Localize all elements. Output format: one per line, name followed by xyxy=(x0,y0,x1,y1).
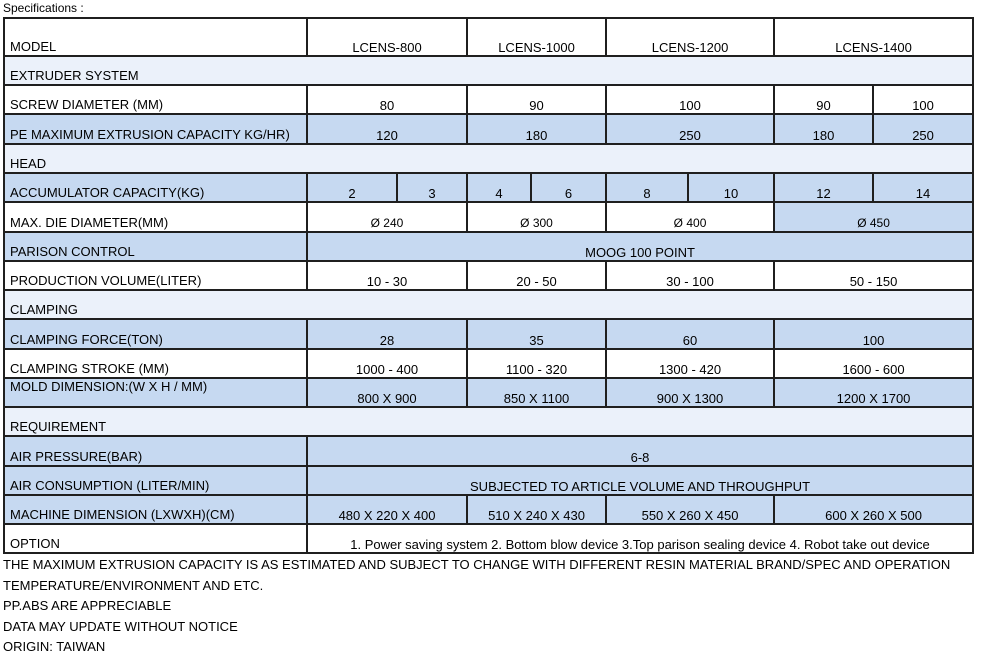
table-row xyxy=(4,466,973,495)
table-cell: 800 X 900 xyxy=(307,378,467,407)
row-label: MACHINE DIMENSION (LXWXH)(CM) xyxy=(4,495,307,524)
table-cell: 10 - 30 xyxy=(307,261,467,290)
row-label: SCREW DIAMETER (MM) xyxy=(4,85,307,114)
row-label: MAX. DIE DIAMETER(MM) xyxy=(4,202,307,232)
table-cell: 10 xyxy=(688,173,774,202)
table-cell: 100 xyxy=(774,319,973,349)
table-cell: 850 X 1100 xyxy=(467,378,606,407)
table-cell: MOOG 100 POINT xyxy=(307,232,973,261)
row-label: MOLD DIMENSION:(W X H / MM) xyxy=(4,378,307,407)
row-label: MODEL xyxy=(4,18,307,56)
table-cell: 180 xyxy=(467,114,606,144)
table-cell: 12 xyxy=(774,173,873,202)
footnote: TEMPERATURE/ENVIRONMENT AND ETC. xyxy=(3,577,264,593)
section-row xyxy=(4,290,973,319)
table-cell: 180 xyxy=(774,114,873,144)
table-row xyxy=(4,202,973,232)
model-name: LCENS-1400 xyxy=(774,18,973,56)
table-cell: 1000 - 400 xyxy=(307,349,467,378)
table-cell: 510 X 240 X 430 xyxy=(467,495,606,524)
section-heading: EXTRUDER SYSTEM xyxy=(4,56,973,85)
table-cell: 1200 X 1700 xyxy=(774,378,973,407)
table-row xyxy=(4,114,973,144)
table-cell: 50 - 150 xyxy=(774,261,973,290)
table-cell: 14 xyxy=(873,173,973,202)
model-name: LCENS-800 xyxy=(307,18,467,56)
table-cell: 250 xyxy=(606,114,774,144)
table-row xyxy=(4,524,973,553)
table-cell: 20 - 50 xyxy=(467,261,606,290)
row-label: OPTION xyxy=(4,524,307,553)
row-label: AIR CONSUMPTION (LITER/MIN) xyxy=(4,466,307,495)
table-cell: 120 xyxy=(307,114,467,144)
table-cell: 35 xyxy=(467,319,606,349)
section-row xyxy=(4,56,973,85)
table-cell: 80 xyxy=(307,85,467,114)
table-row xyxy=(4,349,973,378)
table-cell: 480 X 220 X 400 xyxy=(307,495,467,524)
table-cell: 100 xyxy=(873,85,973,114)
table-row xyxy=(4,495,973,524)
table-row xyxy=(4,319,973,349)
row-label: PRODUCTION VOLUME(LITER) xyxy=(4,261,307,290)
table-cell: 8 xyxy=(606,173,688,202)
table-row xyxy=(4,232,973,261)
table-cell: 900 X 1300 xyxy=(606,378,774,407)
table-cell: SUBJECTED TO ARTICLE VOLUME AND THROUGHPUT xyxy=(307,466,973,495)
footnotes xyxy=(3,555,950,658)
row-label: PE MAXIMUM EXTRUSION CAPACITY KG/HR) xyxy=(4,114,307,144)
footnote: ORIGIN: TAIWAN xyxy=(3,639,106,654)
table-cell: Ø 450 xyxy=(774,202,973,232)
table-row xyxy=(4,261,973,290)
table-cell: 1300 - 420 xyxy=(606,349,774,378)
row-label: CLAMPING STROKE (MM) xyxy=(4,349,307,378)
table-row xyxy=(4,173,973,202)
row-label: CLAMPING FORCE(TON) xyxy=(4,319,307,349)
table-cell: 90 xyxy=(774,85,873,114)
table-cell: Ø 300 xyxy=(467,202,606,232)
table-cell: 250 xyxy=(873,114,973,144)
table-row xyxy=(4,85,973,114)
table-cell: 28 xyxy=(307,319,467,349)
table-cell: 6 xyxy=(531,173,606,202)
table-cell: 60 xyxy=(606,319,774,349)
table-cell: 1600 - 600 xyxy=(774,349,973,378)
table-cell: 550 X 260 X 450 xyxy=(606,495,774,524)
table-cell: 4 xyxy=(467,173,531,202)
table-row xyxy=(4,436,973,466)
specifications-table xyxy=(3,17,974,554)
row-label: ACCUMULATOR CAPACITY(KG) xyxy=(4,173,307,202)
model-row xyxy=(4,18,973,56)
page-title: Specifications : xyxy=(3,1,84,15)
footnote: DATA MAY UPDATE WITHOUT NOTICE xyxy=(3,618,238,634)
row-label: PARISON CONTROL xyxy=(4,232,307,261)
section-row xyxy=(4,144,973,173)
table-cell: 2 xyxy=(307,173,397,202)
section-row xyxy=(4,407,973,436)
table-cell: 30 - 100 xyxy=(606,261,774,290)
footnote: THE MAXIMUM EXTRUSION CAPACITY IS AS ESTIMATED AND SUBJECT TO CHANGE WITH DIFFERENT RESIN MATERIAL BRAND/SPEC AND OPERATION xyxy=(3,557,951,572)
table-cell: 90 xyxy=(467,85,606,114)
section-heading: CLAMPING xyxy=(4,290,973,319)
model-name: LCENS-1200 xyxy=(606,18,774,56)
table-cell: 600 X 260 X 500 xyxy=(774,495,973,524)
model-name: LCENS-1000 xyxy=(467,18,606,56)
row-label: AIR PRESSURE(BAR) xyxy=(4,436,307,466)
footnote: PP.ABS ARE APPRECIABLE xyxy=(3,598,172,613)
section-heading: HEAD xyxy=(4,144,973,173)
table-cell: 3 xyxy=(397,173,467,202)
table-cell: Ø 400 xyxy=(606,202,774,232)
table-cell: 6-8 xyxy=(307,436,973,466)
section-heading: REQUIREMENT xyxy=(4,407,973,436)
table-cell: 1. Power saving system 2. Bottom blow device 3.Top parison sealing device 4. Robot take out device xyxy=(307,524,973,553)
table-cell: 100 xyxy=(606,85,774,114)
table-cell: 1100 - 320 xyxy=(467,349,606,378)
table-cell: Ø 240 xyxy=(307,202,467,232)
table-row xyxy=(4,378,973,407)
